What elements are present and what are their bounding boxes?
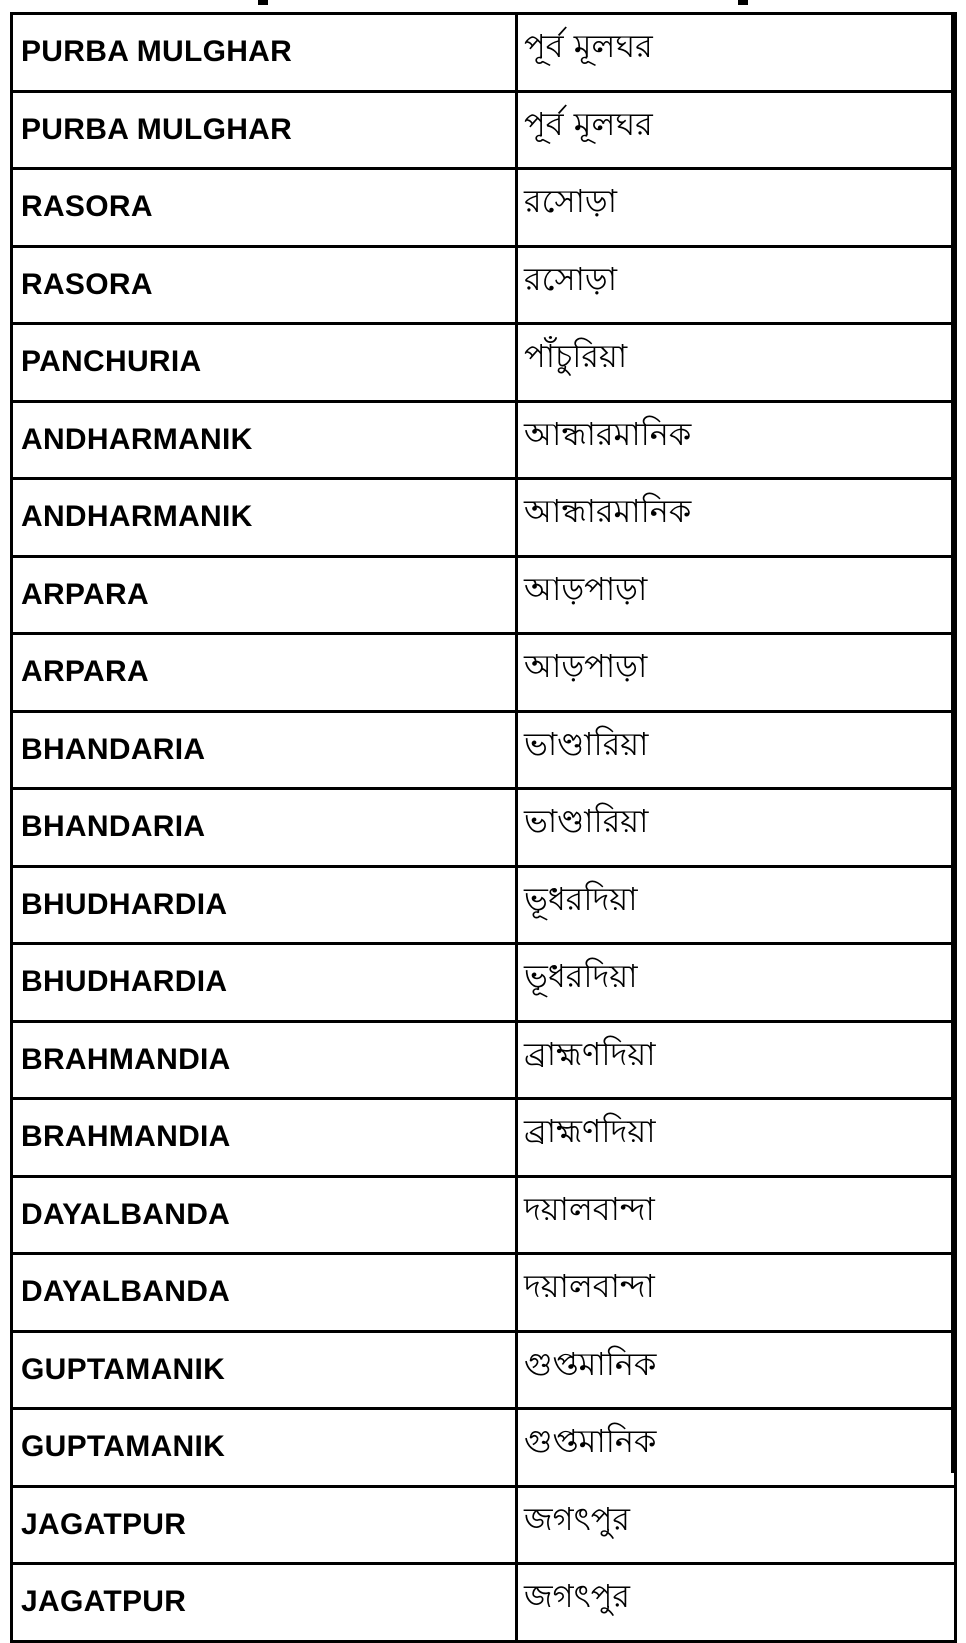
english-name-cell[interactable]: JAGATPUR [12,1564,517,1642]
bengali-name-cell[interactable]: পাঁচুরিয়া [517,324,956,402]
table-row [12,14,956,92]
english-name-cell[interactable]: GUPTAMANIK [12,1409,517,1487]
table-row [12,1486,956,1564]
bengali-name-cell[interactable]: ভূধরদিয়া [517,944,956,1022]
table-row [12,401,956,479]
table-row [12,634,956,712]
bengali-name-cell[interactable]: দয়ালবান্দা [517,1176,956,1254]
table-row [12,711,956,789]
clipped-glyph [738,0,748,5]
table-row [12,944,956,1022]
table-row [12,1021,956,1099]
english-name-cell[interactable]: BRAHMANDIA [12,1021,517,1099]
bengali-name-cell[interactable]: জগৎপুর [517,1564,956,1642]
english-name-cell[interactable]: JAGATPUR [12,1486,517,1564]
english-name-cell[interactable]: GUPTAMANIK [12,1331,517,1409]
english-name-cell[interactable]: RASORA [12,169,517,247]
table-row [12,556,956,634]
clipped-glyph [258,0,268,5]
bengali-name-cell[interactable]: রসোড়া [517,169,956,247]
bengali-name-cell[interactable]: আন্ধারমানিক [517,479,956,557]
english-name-cell[interactable]: PANCHURIA [12,324,517,402]
bengali-name-cell[interactable]: রসোড়া [517,246,956,324]
english-name-cell[interactable]: ANDHARMANIK [12,401,517,479]
english-name-cell[interactable]: BHUDHARDIA [12,944,517,1022]
bengali-name-cell[interactable]: ব্রাহ্মণদিয়া [517,1099,956,1177]
right-column-edge [951,12,966,1473]
english-name-cell[interactable]: RASORA [12,246,517,324]
left-column-edge [0,12,10,1473]
table-row [12,789,956,867]
table-row [12,1564,956,1642]
table-row [12,1409,956,1487]
bengali-name-cell[interactable]: দয়ালবান্দা [517,1254,956,1332]
table-row [12,1254,956,1332]
bengali-name-cell[interactable]: ভূধরদিয়া [517,866,956,944]
table-row [12,866,956,944]
english-name-cell[interactable]: BHANDARIA [12,789,517,867]
english-name-cell[interactable]: BHANDARIA [12,711,517,789]
english-name-cell[interactable]: ARPARA [12,556,517,634]
english-name-cell[interactable]: BHUDHARDIA [12,866,517,944]
bengali-name-cell[interactable]: পূর্ব মূলঘর [517,91,956,169]
bengali-name-cell[interactable]: পূর্ব মূলঘর [517,14,956,92]
english-name-cell[interactable]: BRAHMANDIA [12,1099,517,1177]
table-row [12,479,956,557]
bengali-name-cell[interactable]: ভাণ্ডারিয়া [517,789,956,867]
bengali-name-cell[interactable]: গুপ্তমানিক [517,1331,956,1409]
bengali-name-cell[interactable]: আড়পাড়া [517,556,956,634]
english-name-cell[interactable]: PURBA MULGHAR [12,91,517,169]
english-name-cell[interactable]: DAYALBANDA [12,1176,517,1254]
village-name-table [10,12,957,1643]
table-body [12,14,956,1642]
table-row [12,246,956,324]
bengali-name-cell[interactable]: আড়পাড়া [517,634,956,712]
bengali-name-cell[interactable]: জগৎপুর [517,1486,956,1564]
english-name-cell[interactable]: ARPARA [12,634,517,712]
table-row [12,1099,956,1177]
table-row [12,1331,956,1409]
english-name-cell[interactable]: ANDHARMANIK [12,479,517,557]
table-row [12,1176,956,1254]
table-row [12,169,956,247]
table-row [12,324,956,402]
bengali-name-cell[interactable]: গুপ্তমানিক [517,1409,956,1487]
bengali-name-cell[interactable]: ব্রাহ্মণদিয়া [517,1021,956,1099]
table-row [12,91,956,169]
bengali-name-cell[interactable]: ভাণ্ডারিয়া [517,711,956,789]
english-name-cell[interactable]: DAYALBANDA [12,1254,517,1332]
bengali-name-cell[interactable]: আন্ধারমানিক [517,401,956,479]
english-name-cell[interactable]: PURBA MULGHAR [12,14,517,92]
